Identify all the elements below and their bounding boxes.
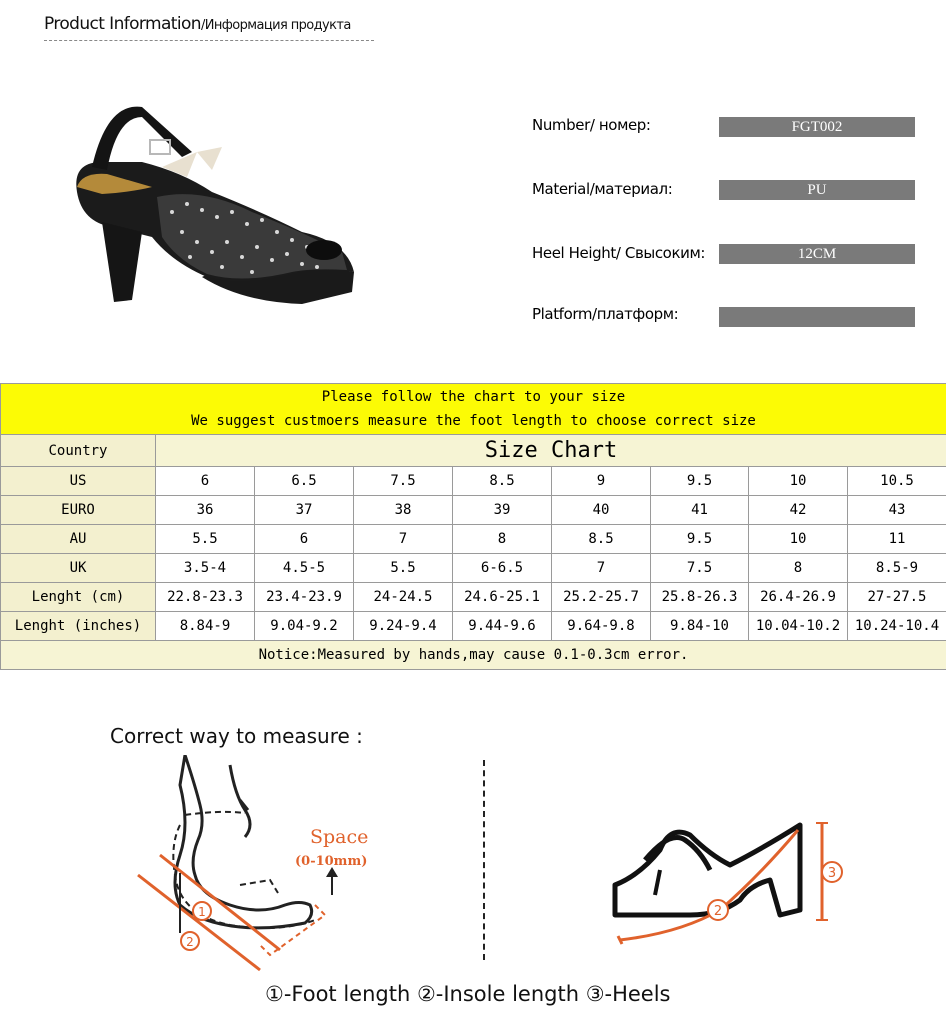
size-cell: 10 xyxy=(749,525,848,554)
size-cell: 8.84-9 xyxy=(156,612,255,641)
size-cell: 9.24-9.4 xyxy=(354,612,453,641)
size-cell: 8.5 xyxy=(552,525,651,554)
heel-marker-2: 2 xyxy=(713,904,723,919)
size-cell: 5.5 xyxy=(354,554,453,583)
marker-1: 1 xyxy=(198,905,206,919)
section-divider xyxy=(483,760,485,960)
size-cell: 40 xyxy=(552,496,651,525)
spec-number-label: Number/ номер: xyxy=(532,116,651,134)
size-cell: 9.64-9.8 xyxy=(552,612,651,641)
size-cell: 8.5-9 xyxy=(848,554,946,583)
space-label: Space xyxy=(310,826,369,848)
space-range: (0-10mm) xyxy=(295,854,368,869)
size-cell: 7.5 xyxy=(354,467,453,496)
size-cell: 25.2-25.7 xyxy=(552,583,651,612)
size-cell: 9.84-10 xyxy=(651,612,749,641)
measure-title: Correct way to measure : xyxy=(110,724,363,748)
size-cell: 37 xyxy=(255,496,354,525)
spec-material-value: PU xyxy=(719,180,915,200)
size-cell: 10 xyxy=(749,467,848,496)
product-image xyxy=(62,92,362,347)
size-row xyxy=(1,583,946,612)
size-cell: 39 xyxy=(453,496,552,525)
heel-marker-3: 3 xyxy=(827,866,837,881)
size-cell: 27-27.5 xyxy=(848,583,946,612)
size-cell: 7.5 xyxy=(651,554,749,583)
size-cell: 9.5 xyxy=(651,525,749,554)
size-row-label: US xyxy=(1,467,156,496)
header-row xyxy=(1,435,946,467)
size-cell: 6.5 xyxy=(255,467,354,496)
size-cell: 25.8-26.3 xyxy=(651,583,749,612)
size-cell: 9.44-9.6 xyxy=(453,612,552,641)
size-cell: 8.5 xyxy=(453,467,552,496)
size-cell: 9.5 xyxy=(651,467,749,496)
banner-line-2: We suggest custmoers measure the foot length to choose correct size xyxy=(191,413,756,429)
size-chart-title: Size Chart xyxy=(156,435,946,467)
measure-legend: ①-Foot length ②-Insole length ③-Heels xyxy=(265,982,671,1006)
size-cell: 26.4-26.9 xyxy=(749,583,848,612)
spec-heel-height-label: Heel Height/ Свысоким: xyxy=(532,244,706,262)
size-banner xyxy=(1,384,946,435)
banner-row xyxy=(1,384,946,435)
spec-material-label: Material/материал: xyxy=(532,180,673,198)
spec-platform-value xyxy=(719,307,915,327)
size-cell: 3.5-4 xyxy=(156,554,255,583)
page-title xyxy=(44,14,351,34)
size-cell: 10.04-10.2 xyxy=(749,612,848,641)
size-row xyxy=(1,612,946,641)
size-cell: 38 xyxy=(354,496,453,525)
size-cell: 24-24.5 xyxy=(354,583,453,612)
size-cell: 43 xyxy=(848,496,946,525)
size-cell: 4.5-5 xyxy=(255,554,354,583)
size-row-label: Lenght (cm) xyxy=(1,583,156,612)
size-cell: 9.04-9.2 xyxy=(255,612,354,641)
size-cell: 36 xyxy=(156,496,255,525)
size-row-label: AU xyxy=(1,525,156,554)
size-cell: 8 xyxy=(453,525,552,554)
size-cell: 41 xyxy=(651,496,749,525)
size-row xyxy=(1,554,946,583)
size-row-label: UK xyxy=(1,554,156,583)
size-cell: 6 xyxy=(156,467,255,496)
size-notice: Notice:Measured by hands,may cause 0.1-0.3cm error. xyxy=(1,641,946,670)
banner-line-1: Please follow the chart to your size xyxy=(321,389,626,405)
title-separator: / xyxy=(200,18,205,33)
marker-2: 2 xyxy=(186,935,194,949)
size-row-label: EURO xyxy=(1,496,156,525)
notice-row xyxy=(1,641,946,670)
size-cell: 11 xyxy=(848,525,946,554)
size-cell: 8 xyxy=(749,554,848,583)
size-cell: 42 xyxy=(749,496,848,525)
size-row xyxy=(1,496,946,525)
size-cell: 24.6-25.1 xyxy=(453,583,552,612)
size-cell: 10.24-10.4 xyxy=(848,612,946,641)
size-cell: 5.5 xyxy=(156,525,255,554)
size-row-label: Lenght (inches) xyxy=(1,612,156,641)
size-cell: 6 xyxy=(255,525,354,554)
size-row xyxy=(1,467,946,496)
size-row xyxy=(1,525,946,554)
size-cell: 7 xyxy=(552,554,651,583)
foot-measure-diagram xyxy=(120,755,400,980)
title-en: Product Information xyxy=(44,14,201,34)
country-header: Country xyxy=(1,435,156,467)
size-cell: 6-6.5 xyxy=(453,554,552,583)
heel-measure-diagram xyxy=(610,815,865,950)
size-chart-table xyxy=(0,383,946,670)
title-underline xyxy=(44,40,374,41)
size-cell: 23.4-23.9 xyxy=(255,583,354,612)
title-ru: Информация продукта xyxy=(204,18,351,33)
spec-number-value: FGT002 xyxy=(719,117,915,137)
size-cell: 7 xyxy=(354,525,453,554)
size-rows xyxy=(1,467,946,641)
size-cell: 10.5 xyxy=(848,467,946,496)
spec-heel-height-value: 12CM xyxy=(719,244,915,264)
size-cell: 22.8-23.3 xyxy=(156,583,255,612)
size-cell: 9 xyxy=(552,467,651,496)
spec-platform-label: Platform/платформ: xyxy=(532,305,679,323)
